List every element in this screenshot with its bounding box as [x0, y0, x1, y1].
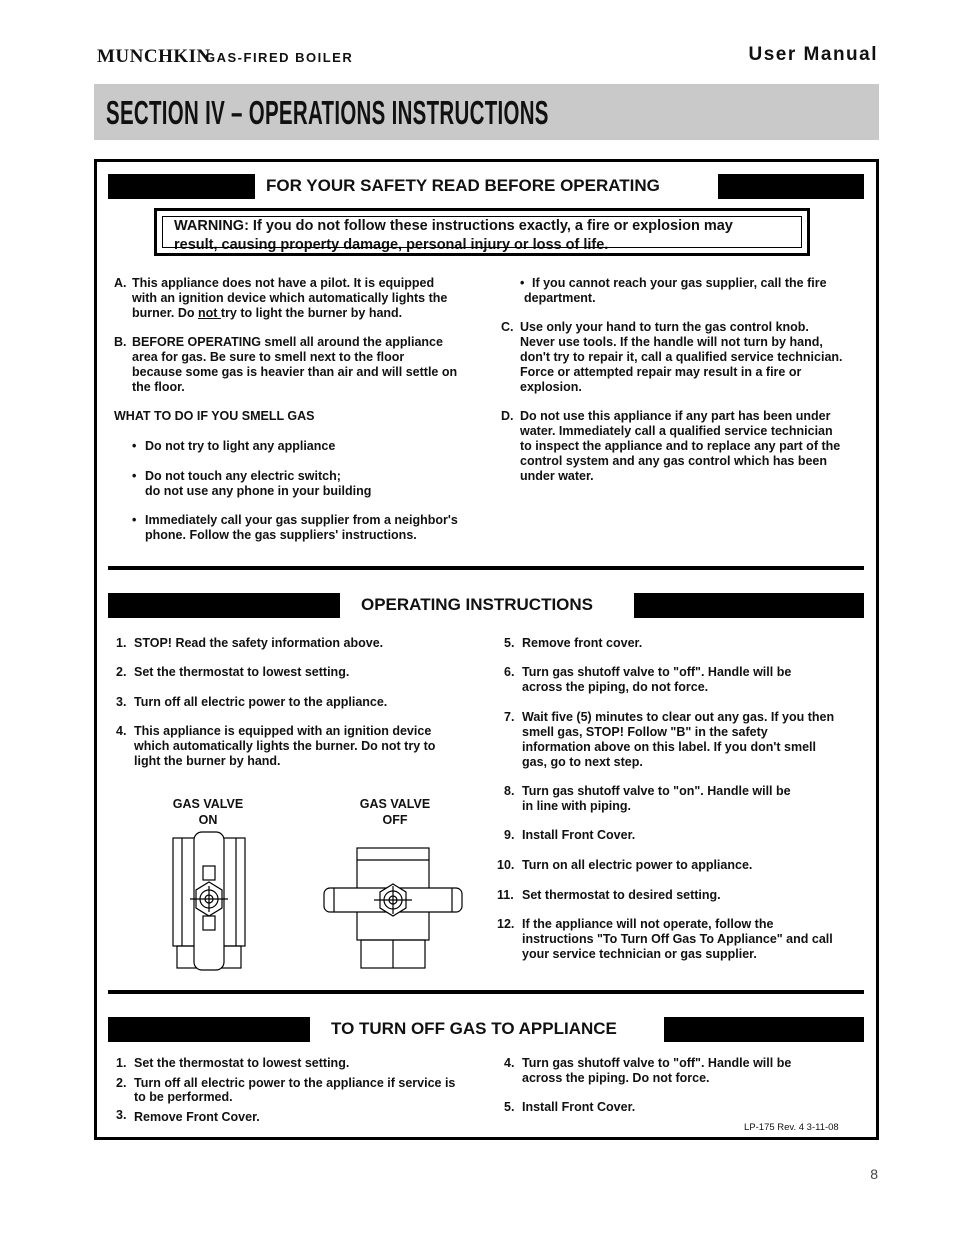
step-9: Install Front Cover. — [522, 828, 636, 842]
item-d-text — [520, 409, 840, 484]
step-10: Turn on all electric power to appliance. — [522, 858, 753, 872]
turnoff-step-5: Install Front Cover. — [522, 1100, 636, 1114]
text-line: across the piping. Do not force. — [522, 1071, 710, 1085]
valve-on-label — [158, 796, 258, 828]
text-line: This appliance is equipped with an ignition device — [134, 724, 432, 738]
text-line: in line with piping. — [522, 799, 632, 813]
text-line: Force or attempted repair may result in a fire or — [520, 365, 802, 379]
step-12 — [522, 917, 833, 962]
step-number: 4. — [504, 1056, 515, 1070]
header-bar-left — [108, 174, 255, 199]
section-title: SECTION IV – OPERATIONS INSTRUCTIONS — [106, 94, 549, 131]
text-line: to inspect the appliance and to replace any part of the — [520, 439, 841, 453]
text-line: which automatically lights the burner. Do not try to — [134, 739, 436, 753]
section-divider — [108, 566, 864, 570]
text-line: If you cannot reach your gas supplier, call the fire — [532, 276, 827, 290]
warning-box-inner — [162, 216, 802, 248]
text-line: area for gas. Be sure to smell next to the floor — [132, 350, 405, 364]
valve-off-label — [345, 796, 445, 828]
warning-box — [154, 208, 810, 256]
text-line: phone. Follow the gas suppliers' instructions. — [145, 528, 417, 542]
operating-heading: OPERATING INSTRUCTIONS — [361, 595, 594, 614]
warning-line-2: result, causing property damage, personal injury or loss of life. — [174, 237, 609, 253]
step-1: STOP! Read the safety information above. — [134, 636, 384, 650]
text-line: If the appliance will not operate, follow the — [522, 917, 774, 931]
text-line: Wait five (5) minutes to clear out any gas. If you then — [522, 710, 835, 724]
text-line: GAS VALVE — [172, 797, 244, 811]
step-8 — [522, 784, 791, 814]
step-number: 12. — [497, 917, 515, 931]
valve-off-diagram — [320, 830, 465, 972]
smell-gas-heading: WHAT TO DO IF YOU SMELL GAS — [114, 409, 315, 423]
item-b-text — [132, 335, 457, 395]
text-line: Immediately call your gas supplier from a neighbor's — [145, 513, 458, 527]
step-number: 4. — [116, 724, 127, 738]
operating-header — [108, 593, 864, 618]
text-line: across the piping, do not force. — [522, 680, 709, 694]
step-4 — [134, 724, 435, 769]
item-d-label: D. — [501, 409, 514, 423]
text-line: Do not use this appliance if any part has been under — [520, 409, 831, 423]
text-span: try to light the burner by hand. — [220, 306, 403, 320]
step-6 — [522, 665, 791, 695]
turnoff-header — [108, 1017, 864, 1042]
header-bar-left — [108, 593, 340, 618]
turnoff-step-4 — [522, 1056, 791, 1086]
text-line: water. Immediately call a qualified service technician — [520, 424, 833, 438]
text-line: Turn off all electric power to the appliance if service is — [134, 1076, 456, 1090]
bullet-dot: • — [520, 276, 525, 290]
text-line: light the burner by hand. — [134, 754, 281, 768]
text-line: Never use tools. If the handle will not turn by hand, — [520, 335, 823, 349]
text-line: explosion. — [520, 380, 582, 394]
step-number: 10. — [497, 858, 515, 872]
text-line: gas, go to next step. — [522, 755, 643, 769]
step-11: Set thermostat to desired setting. — [522, 888, 721, 902]
item-a-text — [132, 276, 447, 321]
step-number: 2. — [116, 665, 127, 679]
text-line: do not use any phone in your building — [145, 484, 372, 498]
turnoff-step-2 — [134, 1076, 455, 1104]
header-bar-right — [664, 1017, 864, 1042]
step-number: 11. — [497, 888, 514, 902]
smell-bullet-3 — [145, 513, 458, 543]
step-number: 2. — [116, 1076, 127, 1090]
section-banner — [94, 84, 879, 140]
bullet-dot: • — [132, 469, 137, 483]
smell-bullet-2 — [145, 469, 371, 499]
step-number: 9. — [504, 828, 515, 842]
text-line: your service technician or gas supplier. — [522, 947, 757, 961]
text-line: with an ignition device which automatically lights the — [132, 291, 448, 305]
item-a-label: A. — [114, 276, 127, 290]
text-line — [132, 306, 447, 321]
bullet-dot: • — [132, 439, 137, 453]
manual-title: User Manual — [748, 44, 878, 65]
step-number: 1. — [116, 1056, 127, 1070]
smell-bullet-4 — [524, 276, 827, 306]
text-line: instructions "To Turn Off Gas To Appliance" and call — [522, 932, 833, 946]
step-number: 8. — [504, 784, 515, 798]
text-line: GAS VALVE — [359, 797, 431, 811]
text-line: Use only your hand to turn the gas control knob. — [520, 320, 809, 334]
text-line: the floor. — [132, 380, 185, 394]
smell-bullet-1: Do not try to light any appliance — [145, 439, 336, 453]
label-code: LP-175 Rev. 4 3-11-08 — [744, 1122, 839, 1133]
step-number: 6. — [504, 665, 515, 679]
item-c-text — [520, 320, 843, 395]
brand-logo: MUNCHKIN — [97, 46, 211, 67]
step-7 — [522, 710, 834, 770]
header-bar-left — [108, 1017, 310, 1042]
text-line: because some gas is heavier than air and will settle on — [132, 365, 458, 379]
text-line: BEFORE OPERATING smell all around the appliance — [132, 335, 443, 349]
step-number: 5. — [504, 1100, 515, 1114]
warning-line-1: WARNING: If you do not follow these instructions exactly, a fire or explosion may — [174, 218, 733, 234]
header-bar-right — [634, 593, 864, 618]
safety-heading: FOR YOUR SAFETY READ BEFORE OPERATING — [266, 176, 660, 195]
valve-on-diagram — [160, 830, 260, 972]
text-line: smell gas, STOP! Follow "B" in the safety — [522, 725, 768, 739]
text-line: under water. — [520, 469, 594, 483]
text-line: Turn gas shutoff valve to "off". Handle will be — [522, 1056, 792, 1070]
text-line: to be performed. — [134, 1090, 233, 1104]
text-line: This appliance does not have a pilot. It is equipped — [132, 276, 435, 290]
bullet-dot: • — [132, 513, 137, 527]
text-line: Turn gas shutoff valve to "on". Handle will be — [522, 784, 791, 798]
underlined-not: not — [197, 306, 221, 320]
step-3: Turn off all electric power to the appliance. — [134, 695, 388, 709]
item-b-label: B. — [114, 335, 127, 349]
text-line: information above on this label. If you don't smell — [522, 740, 816, 754]
text-line: don't try to repair it, call a qualified service technician. — [520, 350, 843, 364]
step-number: 5. — [504, 636, 515, 650]
safety-header — [108, 174, 864, 199]
text-line: OFF — [382, 813, 408, 827]
header-bar-right — [718, 174, 864, 199]
section-divider — [108, 990, 864, 994]
turnoff-heading: TO TURN OFF GAS TO APPLIANCE — [331, 1019, 617, 1038]
step-2: Set the thermostat to lowest setting. — [134, 665, 350, 679]
text-span: burner. Do — [132, 306, 198, 320]
text-line: Turn gas shutoff valve to "off". Handle will be — [522, 665, 792, 679]
text-line: Do not touch any electric switch; — [145, 469, 341, 483]
turnoff-step-1: Set the thermostat to lowest setting. — [134, 1056, 350, 1070]
text-line: control system and any gas control which has been — [520, 454, 828, 468]
turnoff-step-3: Remove Front Cover. — [134, 1110, 260, 1124]
step-number: 3. — [116, 695, 127, 709]
brand-subtitle: GAS-FIRED BOILER — [205, 50, 354, 65]
step-number: 3. — [116, 1108, 127, 1122]
step-number: 7. — [504, 710, 515, 724]
step-5: Remove front cover. — [522, 636, 643, 650]
item-c-label: C. — [501, 320, 514, 334]
text-line: ON — [198, 813, 218, 827]
page-number: 8 — [870, 1166, 878, 1182]
text-line: department. — [524, 291, 596, 305]
step-number: 1. — [116, 636, 127, 650]
